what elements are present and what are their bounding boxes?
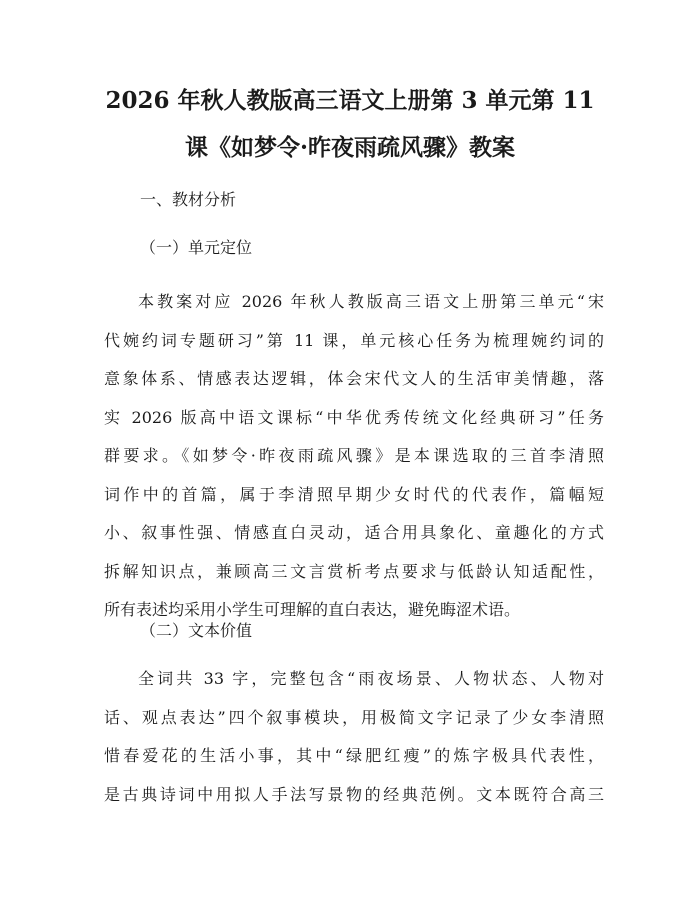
paragraph-line: 全词共 33 字，完整包含“雨夜场景、人物状态、人物对 <box>138 669 604 688</box>
subsection-heading-text-value: （二）文本价值 <box>140 621 253 640</box>
paragraph-line: 代婉约词专题研习”第 11 课，单元核心任务为梳理婉约词的 <box>104 330 604 350</box>
paragraph-line: 惜春爱花的生活小事，其中“绿肥红瘦”的炼字极具代表性， <box>104 746 604 765</box>
document-title-line-2: 课《如梦令·昨夜雨疏风骤》教案 <box>184 134 515 161</box>
paragraph-line: 词作中的首篇，属于李清照早期少女时代的代表作，篇幅短 <box>104 484 604 504</box>
paragraph-line: 群要求。《如梦令·昨夜雨疏风骤》是本课选取的三首李清照 <box>104 446 604 465</box>
paragraph-line: 是古典诗词中用拟人手法写景物的经典范例。文本既符合高三 <box>104 784 604 804</box>
paragraph-line: 实 2026 版高中语文课标“中华优秀传统文化经典研习”任务 <box>104 407 604 427</box>
paragraph-line: 小、叙事性强、情感直白灵动，适合用具象化、童趣化的方式 <box>104 523 604 542</box>
section-heading-textbook-analysis: 一、教材分析 <box>140 190 237 209</box>
paragraph-line: 话、观点表达”四个叙事模块，用极简文字记录了少女李清照 <box>104 707 604 727</box>
paragraph-text-value <box>104 660 604 814</box>
document-title-line-1: 2026 年秋人教版高三语文上册第 3 单元第 11 <box>105 87 595 114</box>
subsection-heading-unit-positioning: （一）单元定位 <box>140 238 253 257</box>
paragraph-line: 所有表述均采用小学生可理解的直白表达，避免晦涩术语。 <box>104 600 521 619</box>
paragraph-unit-positioning <box>104 283 604 630</box>
paragraph-line: 拆解知识点，兼顾高三文言赏析考点要求与低龄认知适配性， <box>104 561 604 581</box>
paragraph-line: 意象体系、情感表达逻辑，体会宋代文人的生活审美情趣，落 <box>104 369 604 388</box>
paragraph-line: 本教案对应 2026 年秋人教版高三语文上册第三单元“宋 <box>138 292 604 311</box>
